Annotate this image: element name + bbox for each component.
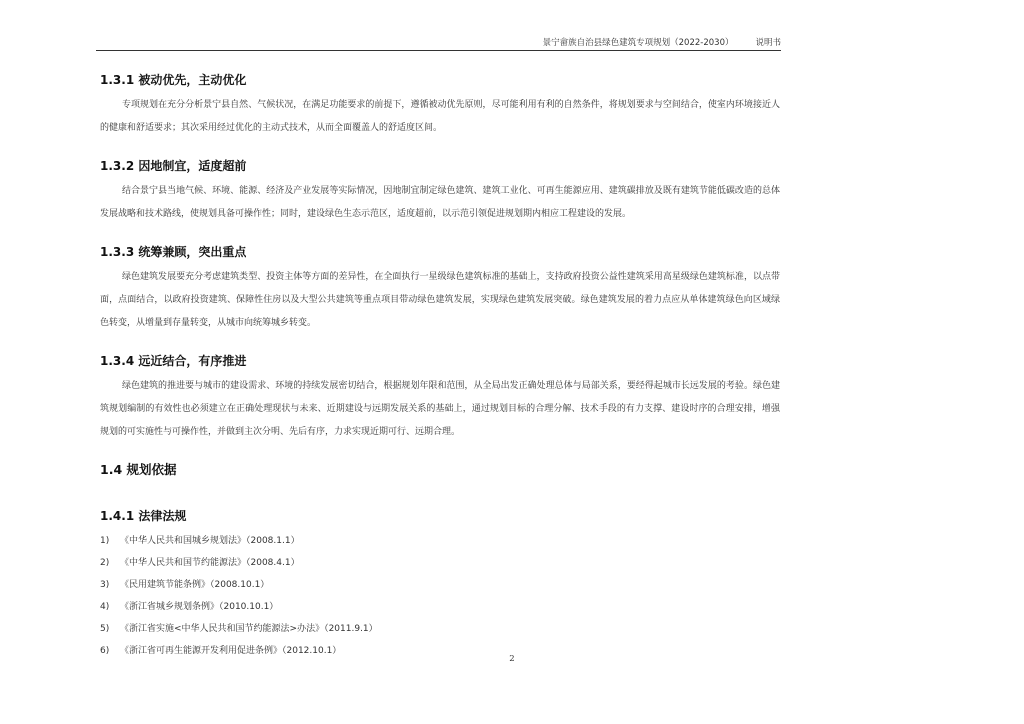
spacer — [100, 484, 780, 504]
document-body — [100, 68, 780, 662]
list-item-number: 5) — [100, 624, 110, 634]
list-item — [100, 618, 780, 640]
list-item-text: 《中华人民共和国城乡规划法》（2008.1.1） — [120, 536, 300, 546]
list-item-number: 2) — [100, 558, 110, 568]
list-item-number: 6) — [100, 646, 110, 656]
section-heading: 1.3.2 因地制宜，适度超前 — [100, 158, 247, 173]
section-1-3-3 — [100, 240, 780, 335]
list-item — [100, 530, 780, 552]
section-1-3-1 — [100, 68, 780, 140]
list-item-number: 3) — [100, 580, 110, 590]
section-paragraph: 绿色建筑的推进要与城市的建设需求、环境的持续发展密切结合，根据规划年限和范围，从全局出发正确处理总体与局部关系，要经得起城市长远发展的考验。绿色建筑规划编制的有效性也必须建立在正确处理现状与未来、近期建设与远期发展关系的基础上，通过规划目标的合理分解、技术手段的有力支撑、建设时序的合理安排，增强规划的可实施性与可操作性，并做到主次分明、先后有序，力求实现近期可行、远期合理。 — [100, 381, 780, 437]
section-1-3-2 — [100, 154, 780, 226]
list-item — [100, 574, 780, 596]
list-item-number: 4) — [100, 602, 110, 612]
page-header — [96, 34, 781, 51]
list-item — [100, 552, 780, 574]
section-heading: 1.3.1 被动优先，主动优化 — [100, 72, 247, 87]
list-item-text: 《中华人民共和国节约能源法》（2008.4.1） — [120, 558, 300, 568]
list-item-text: 《浙江省实施<中华人民共和国节约能源法>办法》（2011.9.1） — [120, 624, 378, 634]
header-title: 景宁畲族自治县绿色建筑专项规划（2022-2030） — [542, 38, 734, 48]
list-item-text: 《民用建筑节能条例》（2008.10.1） — [120, 580, 270, 590]
section-1-3-4 — [100, 349, 780, 444]
page-number: 2 — [509, 654, 515, 664]
list-item — [100, 596, 780, 618]
section-paragraph: 专项规划在充分分析景宁县自然、气候状况，在满足功能要求的前提下，遵循被动优先原则，尽可能利用有利的自然条件，将规划要求与空间结合，使室内环境接近人的健康和舒适要求；其次采用经过优化的主动式技术，从而全面覆盖人的舒适度区间。 — [100, 100, 780, 133]
subsection-heading: 1.4.1 法律法规 — [100, 508, 187, 523]
chapter-heading: 1.4 规划依据 — [100, 462, 177, 477]
section-paragraph: 结合景宁县当地气候、环境、能源、经济及产业发展等实际情况，因地制宜制定绿色建筑、建筑工业化、可再生能源应用、建筑碳排放及既有建筑节能低碳改造的总体发展战略和技术路线，使规划具备可操作性；同时，建设绿色生态示范区，适度超前，以示范引领促进规划期内相应工程建设的发展。 — [100, 186, 780, 219]
list-item-number: 1) — [100, 536, 110, 546]
section-heading: 1.3.4 远近结合，有序推进 — [100, 353, 247, 368]
list-item-text: 《浙江省城乡规划条例》（2010.10.1） — [120, 602, 279, 612]
law-list — [100, 530, 780, 662]
header-doc-type: 说明书 — [755, 38, 781, 48]
section-paragraph: 绿色建筑发展要充分考虑建筑类型、投资主体等方面的差异性，在全面执行一星级绿色建筑标准的基础上，支持政府投资公益性建筑采用高星级绿色建筑标准，以点带面，点面结合，以政府投资建筑、保障性住房以及大型公共建筑等重点项目带动绿色建筑发展，实现绿色建筑发展突破。绿色建筑发展的着力点应从单体建筑绿色向区域绿色转变，从增量到存量转变，从城市向统筹城乡转变。 — [100, 272, 780, 328]
list-item-text: 《浙江省可再生能源开发利用促进条例》（2012.10.1） — [120, 646, 342, 656]
section-heading: 1.3.3 统筹兼顾，突出重点 — [100, 244, 247, 259]
header-text — [543, 36, 781, 48]
